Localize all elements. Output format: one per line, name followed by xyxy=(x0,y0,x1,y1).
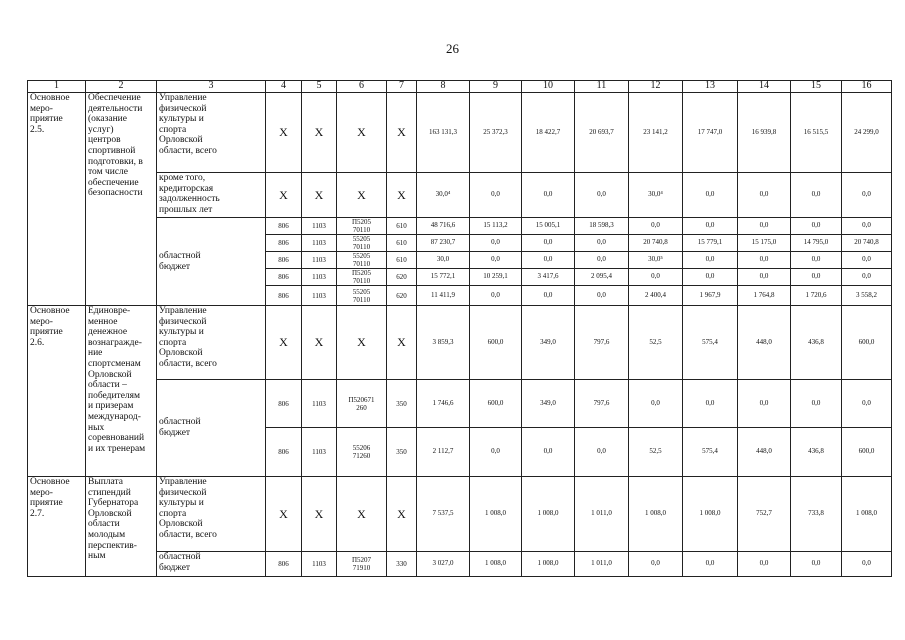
value-cell-col-16: 0,0 xyxy=(842,269,892,286)
col-5-cell: 1103 xyxy=(302,428,337,477)
value-cell-col-15: 0,0 xyxy=(791,252,842,269)
col-4-cell: 806 xyxy=(266,286,302,306)
executor-cell: Управление физической культуры и спорта Орловской области, всего xyxy=(157,477,266,552)
row-2-6-budget xyxy=(28,380,892,428)
value-cell-col-8: 1 746,6 xyxy=(417,380,470,428)
header-col-11: 11 xyxy=(575,81,629,93)
value-cell-col-10: 18 422,7 xyxy=(522,93,575,173)
header-col-16: 16 xyxy=(842,81,892,93)
col-7-cell: X xyxy=(387,306,417,380)
value-cell-col-13: 0,0 xyxy=(683,252,738,269)
value-cell-col-10: 0,0 xyxy=(522,252,575,269)
header-col-3: 3 xyxy=(157,81,266,93)
value-cell-col-14: 1 764,8 xyxy=(738,286,791,306)
value-cell-col-10: 3 417,6 xyxy=(522,269,575,286)
value-cell-col-10: 0,0 xyxy=(522,286,575,306)
value-cell-col-16: 3 558,2 xyxy=(842,286,892,306)
value-cell-col-9: 10 259,1 xyxy=(470,269,522,286)
value-cell-col-16: 0,0 xyxy=(842,173,892,218)
col-4-cell: 806 xyxy=(266,552,302,577)
value-cell-col-8: 3 859,3 xyxy=(417,306,470,380)
col-4-cell: 806 xyxy=(266,269,302,286)
value-cell-col-9: 600,0 xyxy=(470,380,522,428)
col-5-cell: 1103 xyxy=(302,252,337,269)
value-cell-col-8: 163 131,3 xyxy=(417,93,470,173)
value-cell-col-8: 2 112,7 xyxy=(417,428,470,477)
measure-2-7-description: Выплата стипендий Губернатора Орловской области молодым перспектив- ным xyxy=(86,477,157,577)
value-cell-col-11: 1 011,0 xyxy=(575,552,629,577)
col-7-cell: 610 xyxy=(387,252,417,269)
executor-cell: Управление физической культуры и спорта Орловской области, всего xyxy=(157,306,266,380)
value-cell-col-8: 3 027,0 xyxy=(417,552,470,577)
value-cell-col-11: 0,0 xyxy=(575,173,629,218)
value-cell-col-14: 0,0 xyxy=(738,218,791,235)
value-cell-col-9: 1 008,0 xyxy=(470,477,522,552)
value-cell-col-16: 0,0 xyxy=(842,218,892,235)
value-cell-col-9: 0,0 xyxy=(470,173,522,218)
header-col-7: 7 xyxy=(387,81,417,93)
col-6-cell: X xyxy=(337,93,387,173)
value-cell-col-11: 20 693,7 xyxy=(575,93,629,173)
row-2-7-budget xyxy=(28,552,892,577)
col-6-cell: П5205 70110 xyxy=(337,269,387,286)
value-cell-col-12: 0,0 xyxy=(629,269,683,286)
value-cell-col-12: 30,0⁴ xyxy=(629,173,683,218)
budget-table xyxy=(27,80,892,577)
col-6-cell: 55205 70110 xyxy=(337,235,387,252)
value-cell-col-12: 0,0 xyxy=(629,218,683,235)
header-col-6: 6 xyxy=(337,81,387,93)
col-4-cell: 806 xyxy=(266,235,302,252)
value-cell-col-9: 0,0 xyxy=(470,428,522,477)
col-7-cell: 620 xyxy=(387,286,417,306)
regional-budget-label: областной бюджет xyxy=(157,380,266,477)
value-cell-col-8: 48 716,6 xyxy=(417,218,470,235)
value-cell-col-8: 30,0⁴ xyxy=(417,173,470,218)
value-cell-col-13: 1 967,9 xyxy=(683,286,738,306)
value-cell-col-14: 0,0 xyxy=(738,552,791,577)
header-col-15: 15 xyxy=(791,81,842,93)
value-cell-col-15: 0,0 xyxy=(791,173,842,218)
col-7-cell: 350 xyxy=(387,428,417,477)
value-cell-col-9: 0,0 xyxy=(470,235,522,252)
regional-budget-label: областной бюджет xyxy=(157,552,266,577)
value-cell-col-8: 15 772,1 xyxy=(417,269,470,286)
value-cell-col-14: 752,7 xyxy=(738,477,791,552)
value-cell-col-13: 0,0 xyxy=(683,552,738,577)
executor-cell: кроме того, кредиторская задолженность прошлых лет xyxy=(157,173,266,218)
value-cell-col-14: 0,0 xyxy=(738,269,791,286)
header-col-1: 1 xyxy=(28,81,86,93)
col-6-cell: 55206 71260 xyxy=(337,428,387,477)
col-5-cell: 1103 xyxy=(302,218,337,235)
col-5-cell: X xyxy=(302,93,337,173)
value-cell-col-13: 1 008,0 xyxy=(683,477,738,552)
value-cell-col-14: 0,0 xyxy=(738,252,791,269)
col-4-cell: 806 xyxy=(266,380,302,428)
value-cell-col-8: 30,0 xyxy=(417,252,470,269)
col-6-cell: X xyxy=(337,173,387,218)
value-cell-col-9: 25 372,3 xyxy=(470,93,522,173)
col-7-cell: 620 xyxy=(387,269,417,286)
value-cell-col-16: 0,0 xyxy=(842,380,892,428)
col-7-cell: X xyxy=(387,93,417,173)
col-7-cell: 610 xyxy=(387,235,417,252)
value-cell-col-12: 1 008,0 xyxy=(629,477,683,552)
value-cell-col-16: 0,0 xyxy=(842,552,892,577)
col-7-cell: X xyxy=(387,173,417,218)
col-5-cell: 1103 xyxy=(302,552,337,577)
value-cell-col-11: 797,6 xyxy=(575,306,629,380)
value-cell-col-16: 600,0 xyxy=(842,306,892,380)
value-cell-col-10: 349,0 xyxy=(522,306,575,380)
value-cell-col-15: 1 720,6 xyxy=(791,286,842,306)
value-cell-col-10: 0,0 xyxy=(522,235,575,252)
value-cell-col-9: 0,0 xyxy=(470,286,522,306)
value-cell-col-16: 1 008,0 xyxy=(842,477,892,552)
value-cell-col-10: 1 008,0 xyxy=(522,552,575,577)
value-cell-col-11: 18 598,3 xyxy=(575,218,629,235)
measure-2-6-description: Единовре- менное денежное вознагражде- ние спортсменам Орловской области – победителям и призерам международ- ных соревнований и их тренерам xyxy=(86,306,157,477)
value-cell-col-10: 0,0 xyxy=(522,173,575,218)
value-cell-col-15: 0,0 xyxy=(791,218,842,235)
col-5-cell: 1103 xyxy=(302,235,337,252)
measure-2-5-description: Обеспечение деятельности (оказание услуг) центров спортивной подготовки, в том числе обеспечение безопасности xyxy=(86,93,157,306)
col-5-cell: 1103 xyxy=(302,269,337,286)
col-4-cell: X xyxy=(266,477,302,552)
value-cell-col-15: 16 515,5 xyxy=(791,93,842,173)
value-cell-col-8: 11 411,9 xyxy=(417,286,470,306)
value-cell-col-14: 15 175,0 xyxy=(738,235,791,252)
value-cell-col-12: 0,0 xyxy=(629,380,683,428)
value-cell-col-9: 0,0 xyxy=(470,252,522,269)
value-cell-col-15: 733,8 xyxy=(791,477,842,552)
col-4-cell: X xyxy=(266,173,302,218)
col-5-cell: X xyxy=(302,306,337,380)
value-cell-col-13: 0,0 xyxy=(683,380,738,428)
col-4-cell: X xyxy=(266,93,302,173)
value-cell-col-11: 1 011,0 xyxy=(575,477,629,552)
col-7-cell: 610 xyxy=(387,218,417,235)
value-cell-col-12: 20 740,8 xyxy=(629,235,683,252)
value-cell-col-13: 0,0 xyxy=(683,269,738,286)
measure-2-5-name: Основное меро- приятие 2.5. xyxy=(28,93,86,306)
measure-2-7-name: Основное меро- приятие 2.7. xyxy=(28,477,86,577)
value-cell-col-13: 575,4 xyxy=(683,428,738,477)
row-2-6-total xyxy=(28,306,892,380)
value-cell-col-15: 0,0 xyxy=(791,552,842,577)
row-2-7-total xyxy=(28,477,892,552)
value-cell-col-9: 15 113,2 xyxy=(470,218,522,235)
value-cell-col-11: 0,0 xyxy=(575,428,629,477)
value-cell-col-10: 1 008,0 xyxy=(522,477,575,552)
value-cell-col-11: 0,0 xyxy=(575,252,629,269)
page-number: 26 xyxy=(446,41,459,56)
value-cell-col-12: 0,0 xyxy=(629,552,683,577)
value-cell-col-14: 0,0 xyxy=(738,173,791,218)
value-cell-col-15: 14 795,0 xyxy=(791,235,842,252)
value-cell-col-8: 87 230,7 xyxy=(417,235,470,252)
header-col-12: 12 xyxy=(629,81,683,93)
col-4-cell: 806 xyxy=(266,252,302,269)
header-col-13: 13 xyxy=(683,81,738,93)
header-col-14: 14 xyxy=(738,81,791,93)
col-6-cell: П520671 260 xyxy=(337,380,387,428)
col-4-cell: 806 xyxy=(266,218,302,235)
value-cell-col-12: 23 141,2 xyxy=(629,93,683,173)
row-2-5-total xyxy=(28,93,892,173)
value-cell-col-12: 52,5 xyxy=(629,428,683,477)
value-cell-col-13: 17 747,0 xyxy=(683,93,738,173)
value-cell-col-9: 600,0 xyxy=(470,306,522,380)
value-cell-col-12: 52,5 xyxy=(629,306,683,380)
col-5-cell: X xyxy=(302,477,337,552)
value-cell-col-10: 15 005,1 xyxy=(522,218,575,235)
header-col-8: 8 xyxy=(417,81,470,93)
value-cell-col-8: 7 537,5 xyxy=(417,477,470,552)
value-cell-col-13: 0,0 xyxy=(683,173,738,218)
value-cell-col-12: 2 400,4 xyxy=(629,286,683,306)
executor-cell: Управление физической культуры и спорта Орловской области, всего xyxy=(157,93,266,173)
value-cell-col-11: 0,0 xyxy=(575,235,629,252)
value-cell-col-16: 600,0 xyxy=(842,428,892,477)
col-7-cell: X xyxy=(387,477,417,552)
header-col-9: 9 xyxy=(470,81,522,93)
header-col-4: 4 xyxy=(266,81,302,93)
measure-2-6-name: Основное меро- приятие 2.6. xyxy=(28,306,86,477)
value-cell-col-15: 0,0 xyxy=(791,380,842,428)
value-cell-col-16: 24 299,0 xyxy=(842,93,892,173)
row-2-5-debt xyxy=(28,173,892,218)
header-col-10: 10 xyxy=(522,81,575,93)
value-cell-col-9: 1 008,0 xyxy=(470,552,522,577)
row-2-5-budget xyxy=(28,218,892,235)
col-5-cell: 1103 xyxy=(302,286,337,306)
col-5-cell: 1103 xyxy=(302,380,337,428)
col-6-cell: 55205 70110 xyxy=(337,286,387,306)
value-cell-col-15: 436,8 xyxy=(791,428,842,477)
col-6-cell: X xyxy=(337,477,387,552)
value-cell-col-15: 0,0 xyxy=(791,269,842,286)
value-cell-col-13: 15 779,1 xyxy=(683,235,738,252)
value-cell-col-12: 30,0⁵ xyxy=(629,252,683,269)
header-row xyxy=(28,81,892,93)
col-4-cell: 806 xyxy=(266,428,302,477)
value-cell-col-14: 448,0 xyxy=(738,428,791,477)
col-6-cell: П5207 71910 xyxy=(337,552,387,577)
value-cell-col-10: 349,0 xyxy=(522,380,575,428)
col-5-cell: X xyxy=(302,173,337,218)
value-cell-col-11: 797,6 xyxy=(575,380,629,428)
header-col-2: 2 xyxy=(86,81,157,93)
value-cell-col-16: 0,0 xyxy=(842,252,892,269)
regional-budget-label: областной бюджет xyxy=(157,218,266,306)
value-cell-col-13: 575,4 xyxy=(683,306,738,380)
value-cell-col-11: 0,0 xyxy=(575,286,629,306)
value-cell-col-10: 0,0 xyxy=(522,428,575,477)
col-6-cell: П5205 70110 xyxy=(337,218,387,235)
value-cell-col-13: 0,0 xyxy=(683,218,738,235)
header-col-5: 5 xyxy=(302,81,337,93)
col-6-cell: 55205 70110 xyxy=(337,252,387,269)
value-cell-col-14: 0,0 xyxy=(738,380,791,428)
value-cell-col-14: 16 939,8 xyxy=(738,93,791,173)
value-cell-col-16: 20 740,8 xyxy=(842,235,892,252)
value-cell-col-11: 2 095,4 xyxy=(575,269,629,286)
col-4-cell: X xyxy=(266,306,302,380)
value-cell-col-15: 436,8 xyxy=(791,306,842,380)
col-6-cell: X xyxy=(337,306,387,380)
col-7-cell: 330 xyxy=(387,552,417,577)
value-cell-col-14: 448,0 xyxy=(738,306,791,380)
col-7-cell: 350 xyxy=(387,380,417,428)
